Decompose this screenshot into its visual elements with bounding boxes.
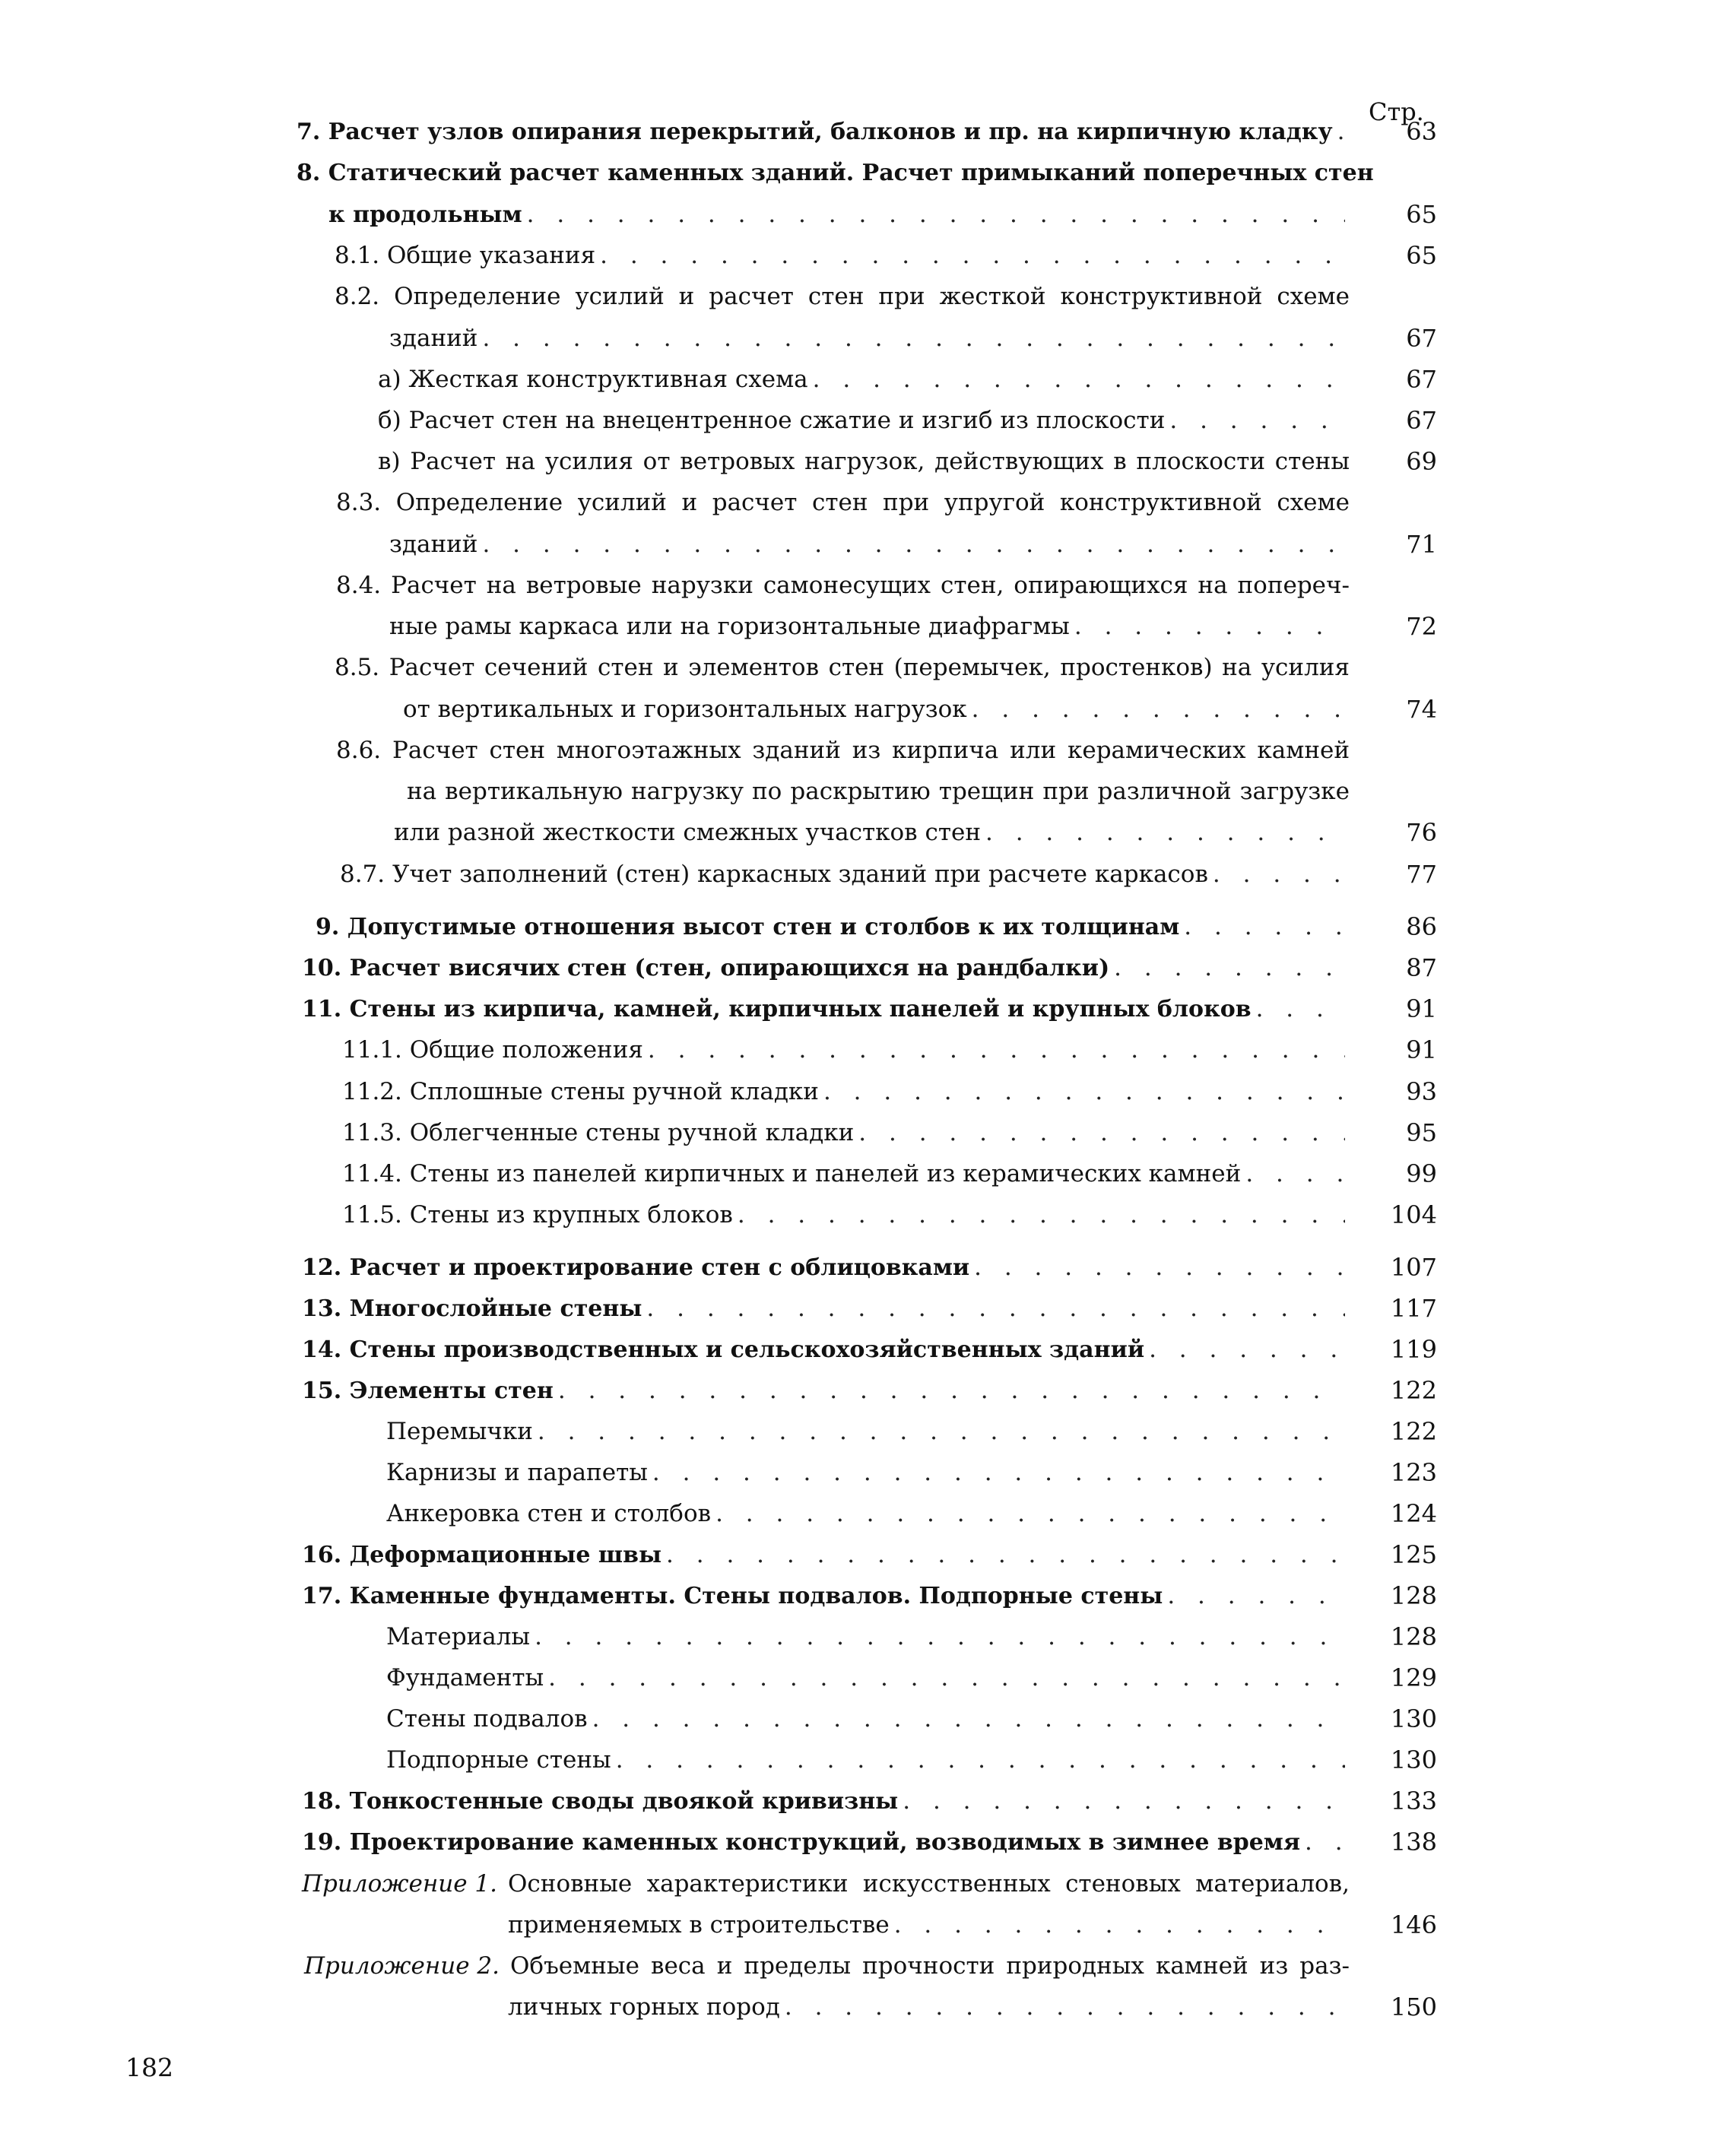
appendix-label: Приложение 2. <box>304 1952 500 1980</box>
toc-entry-title: 8.5. Расчет сечений стен и элементов стен (перемычек, простенков) на усилия <box>335 654 1350 681</box>
toc-entry-title: от вертикальных и горизонтальных нагрузок <box>403 696 967 723</box>
toc-entry-title: Материалы <box>386 1623 531 1650</box>
toc-page-number: 123 <box>1390 1458 1437 1487</box>
toc-entry-title: Стены подвалов <box>386 1705 588 1733</box>
toc-entry-title: применяемых в строительстве <box>508 1911 890 1939</box>
dot-leader <box>592 1704 1345 1734</box>
toc-page-number: 122 <box>1390 1417 1437 1446</box>
toc-page-number: 72 <box>1406 612 1437 641</box>
dot-leader <box>1184 912 1345 942</box>
toc-entry <box>335 240 1350 271</box>
toc-entry <box>389 611 1350 642</box>
toc-entry-title: Основные характеристики искусственных стеновых материалов, <box>508 1870 1350 1898</box>
dot-leader <box>1337 116 1345 147</box>
toc-page-number: 69 <box>1406 447 1437 476</box>
toc-entry <box>342 1159 1350 1189</box>
toc-entry-title: 11.3. Облегченные стены ручной кладки <box>342 1119 855 1146</box>
toc-page-number: 150 <box>1390 1993 1437 2021</box>
toc-entry <box>378 364 1350 395</box>
toc-entry-title: на вертикальную нагрузку по раскрытию трещин при различной загрузке <box>407 778 1350 805</box>
toc-entry <box>328 199 1350 230</box>
dot-leader <box>548 1663 1345 1693</box>
toc-entry <box>378 446 1350 477</box>
toc-entry <box>336 570 1350 601</box>
toc-entry-title: Подпорные стены <box>386 1746 611 1774</box>
toc-entry-title: а) Жесткая конструктивная схема <box>378 366 808 393</box>
toc-entry <box>297 158 1374 189</box>
toc-page-number: 95 <box>1406 1118 1437 1147</box>
dot-leader <box>616 1745 1345 1775</box>
toc-page-number: 128 <box>1390 1622 1437 1651</box>
toc-page-number: 74 <box>1406 695 1437 724</box>
toc-entry-title: 7. Расчет узлов опирания перекрытий, балконов и пр. на кирпичную кладку <box>297 119 1333 145</box>
toc-entry <box>302 1293 1350 1324</box>
toc-page-number: 65 <box>1406 200 1437 229</box>
toc-entry <box>342 1118 1350 1148</box>
toc-entry-title: ные рамы каркаса или на горизонтальные диафрагмы <box>389 613 1070 640</box>
toc-page-number: 65 <box>1406 241 1437 270</box>
toc-page-number: 133 <box>1390 1787 1437 1815</box>
dot-leader <box>482 529 1345 560</box>
toc-entry-title: Фундаменты <box>386 1664 544 1692</box>
dot-leader <box>527 199 1345 230</box>
toc-entry <box>386 1663 1350 1693</box>
toc-page-number: 91 <box>1406 994 1437 1023</box>
toc-entry <box>302 1827 1350 1858</box>
toc-entry <box>389 529 1350 560</box>
toc-page-number: 122 <box>1390 1376 1437 1405</box>
toc-page-number: 107 <box>1390 1253 1437 1282</box>
toc-entry-title: 10. Расчет висячих стен (стен, опирающихся на рандбалки) <box>302 955 1110 981</box>
toc-entry <box>342 1200 1350 1230</box>
toc-entry <box>336 735 1350 766</box>
toc-page-number: 67 <box>1406 324 1437 353</box>
toc-entry-title: 8.1. Общие указания <box>335 242 596 269</box>
toc-entry-title: личных горных пород <box>508 1993 780 2021</box>
dot-leader <box>823 1076 1345 1107</box>
page-number: 182 <box>125 2053 173 2082</box>
toc-page-number: 129 <box>1390 1663 1437 1692</box>
toc-entry-title: 15. Элементы стен <box>302 1378 554 1404</box>
toc-page-number: 130 <box>1390 1704 1437 1733</box>
dot-leader <box>972 694 1345 724</box>
dot-leader <box>535 1622 1345 1652</box>
toc-page-number: 77 <box>1406 860 1437 889</box>
page-column-header: Стр. <box>1369 97 1424 126</box>
toc-entry <box>302 953 1350 984</box>
toc-entry-title: 8. Статический расчет каменных зданий. Расчет примыканий поперечных стен <box>297 160 1374 186</box>
toc-entry-title: Перемычки <box>386 1418 533 1445</box>
toc-entry-title: 8.6. Расчет стен многоэтажных зданий из кирпича или керамических камней <box>336 737 1350 764</box>
toc-entry <box>302 1252 1350 1283</box>
toc-entry <box>304 1951 1350 1981</box>
toc-entry-title: 11.1. Общие положения <box>342 1036 643 1064</box>
toc-entry-title: зданий <box>389 531 478 558</box>
dot-leader <box>1167 1581 1345 1611</box>
toc-entry <box>302 1581 1350 1612</box>
toc-entry <box>302 1334 1350 1365</box>
dot-leader <box>1149 1334 1345 1365</box>
toc-entry-title: 8.2. Определение усилий и расчет стен при жесткой конструктивной схеме <box>335 283 1350 310</box>
toc-entry <box>302 1869 1350 1899</box>
toc-page-number: 86 <box>1406 912 1437 941</box>
toc-page-number: 91 <box>1406 1035 1437 1064</box>
dot-leader <box>482 323 1345 354</box>
toc-entry-title: зданий <box>389 325 478 352</box>
dot-leader <box>538 1416 1345 1447</box>
toc-entry <box>386 1416 1350 1447</box>
toc-entry-title: 14. Стены производственных и сельскохозяйственных зданий <box>302 1336 1145 1363</box>
toc-entry <box>508 1992 1350 2022</box>
toc-entry <box>386 1457 1350 1488</box>
toc-page-number: 124 <box>1390 1499 1437 1528</box>
toc-entry <box>386 1704 1350 1734</box>
toc-entry <box>386 1498 1350 1529</box>
toc-page-number: 76 <box>1406 818 1437 847</box>
toc-entry-title: 9. Допустимые отношения высот стен и столбов к их толщинам <box>316 914 1180 940</box>
toc-entry <box>335 652 1350 683</box>
dot-leader <box>715 1498 1345 1529</box>
toc-entry <box>316 912 1350 943</box>
toc-entry-title: 11.4. Стены из панелей кирпичных и панелей из керамических камней <box>342 1160 1242 1187</box>
dot-leader <box>1169 405 1345 436</box>
toc-page-number: 99 <box>1406 1159 1437 1188</box>
toc-entry-title: 17. Каменные фундаменты. Стены подвалов. Подпорные стены <box>302 1583 1163 1609</box>
toc-page-number: 71 <box>1406 530 1437 559</box>
dot-leader <box>652 1457 1345 1488</box>
toc-entry-title: 11.5. Стены из крупных блоков <box>342 1201 733 1229</box>
toc-entry <box>407 776 1350 807</box>
toc-entry <box>389 323 1350 354</box>
toc-page-number: 146 <box>1390 1910 1437 1939</box>
toc-page-number: 104 <box>1390 1200 1437 1229</box>
dot-leader <box>1213 859 1345 889</box>
dot-leader <box>813 364 1345 395</box>
toc-entry <box>342 1076 1350 1107</box>
toc-page-number: 119 <box>1390 1335 1437 1364</box>
dot-leader <box>1305 1827 1345 1857</box>
toc-entry <box>386 1745 1350 1775</box>
toc-entry-title: 16. Деформационные швы <box>302 1542 662 1568</box>
toc-entry-title: Объемные веса и пределы прочности природных камней из раз- <box>510 1952 1350 1980</box>
toc-entry-title: 13. Многослойные стены <box>302 1295 642 1322</box>
toc-page-number: 125 <box>1390 1540 1437 1569</box>
toc-entry-title: 12. Расчет и проектирование стен с облицовками <box>302 1254 970 1281</box>
dot-leader <box>646 1293 1345 1324</box>
toc-page-number: 117 <box>1390 1294 1437 1323</box>
toc-entry-title: 11.2. Сплошные стены ручной кладки <box>342 1078 819 1105</box>
dot-leader <box>974 1252 1345 1283</box>
toc-entry <box>508 1910 1350 1940</box>
dot-leader <box>558 1375 1345 1406</box>
toc-entry-title: 8.4. Расчет на ветровые нарузки самонесущих стен, опирающихся на попереч- <box>336 572 1350 599</box>
toc-entry-title: 18. Тонкостенные своды двоякой кривизны <box>302 1788 899 1815</box>
toc-page-number: 87 <box>1406 953 1437 982</box>
dot-leader <box>666 1539 1345 1570</box>
dot-leader <box>894 1910 1345 1940</box>
toc-entry <box>302 1539 1350 1571</box>
toc-page-number: 93 <box>1406 1077 1437 1106</box>
toc-entry-title: к продольным <box>328 201 522 228</box>
appendix-label: Приложение 1. <box>302 1870 497 1898</box>
toc-page-number: 67 <box>1406 406 1437 435</box>
toc-entry-title: Анкеровка стен и столбов <box>386 1500 712 1527</box>
toc-entry <box>302 994 1350 1025</box>
toc-entry <box>378 405 1350 436</box>
dot-leader <box>785 1992 1345 2022</box>
toc-page-number: 138 <box>1390 1828 1437 1856</box>
dot-leader <box>903 1786 1345 1816</box>
toc-entry <box>302 1786 1350 1817</box>
toc-entry <box>342 1035 1350 1065</box>
toc-entry-title: Карнизы и парапеты <box>386 1459 648 1486</box>
toc-entry <box>394 817 1350 848</box>
dot-leader <box>985 817 1345 848</box>
toc-entry <box>386 1622 1350 1652</box>
toc-entry <box>340 859 1350 889</box>
toc-entry <box>403 694 1350 724</box>
toc-entry <box>335 281 1350 312</box>
toc-page-number: 63 <box>1406 117 1437 146</box>
toc-entry <box>336 487 1350 518</box>
toc-entry <box>297 116 1350 147</box>
toc-entry-title: или разной жесткости смежных участков стен <box>394 819 981 846</box>
toc-entry-title: 11. Стены из кирпича, камней, кирпичных панелей и крупных блоков <box>302 996 1252 1023</box>
dot-leader <box>738 1200 1345 1230</box>
dot-leader <box>1256 994 1345 1024</box>
toc-entry <box>302 1375 1350 1406</box>
dot-leader <box>648 1035 1345 1065</box>
toc-entry-title: б) Расчет стен на внецентренное сжатие и изгиб из плоскости <box>378 407 1166 434</box>
dot-leader <box>600 240 1345 271</box>
toc-page-number: 128 <box>1390 1581 1437 1610</box>
toc-entry-title: в) Расчет на усилия от ветровых нагрузок, действующих в плоскости стены <box>378 448 1350 475</box>
toc-page-number: 67 <box>1406 365 1437 394</box>
dot-leader <box>1245 1159 1345 1189</box>
toc-entry-title: 8.3. Определение усилий и расчет стен при упругой конструктивной схеме <box>336 489 1350 516</box>
toc-entry-title: 19. Проектирование каменных конструкций, возводимых в зимнее время <box>302 1829 1301 1856</box>
toc-entry-title: 8.7. Учет заполнений (стен) каркасных зданий при расчете каркасов <box>340 861 1208 888</box>
dot-leader <box>1074 611 1345 642</box>
dot-leader <box>1114 953 1345 983</box>
toc-page-number: 130 <box>1390 1745 1437 1774</box>
dot-leader <box>858 1118 1345 1148</box>
